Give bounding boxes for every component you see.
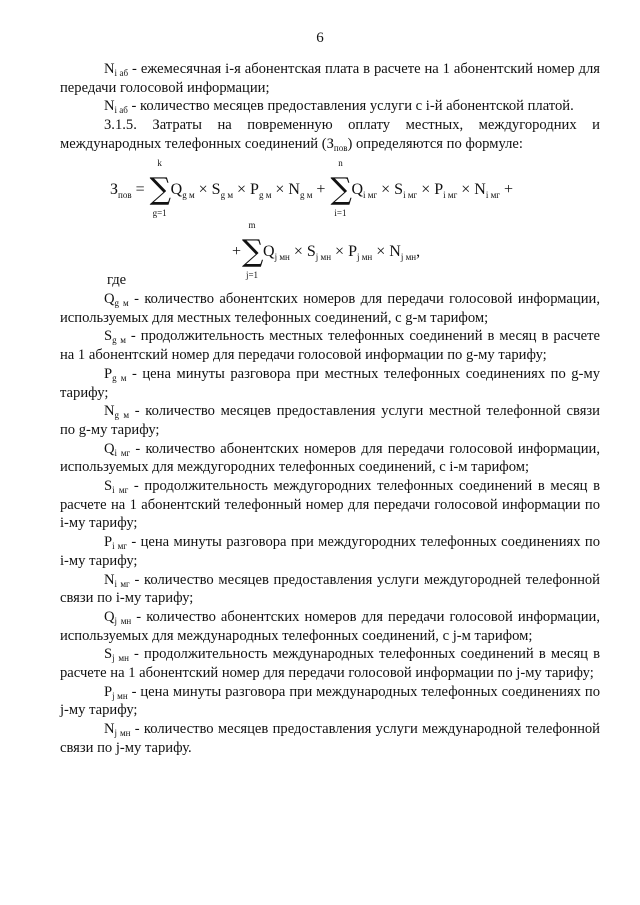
section-paragraph: 3.1.5. Затраты на повременную оплату местных, междугородних и международных телефонных соединений $(З_{пов})$ определяются по формуле: <box>60 117 600 153</box>
page-number: 6 <box>316 30 324 46</box>
definition-item: $S_{g м}$ - продолжительность местных телефонных соединений в месяц в расчете на 1 абонентский номер для передачи голосовой информации по g-му тарифу; <box>60 328 600 364</box>
intro-block <box>60 60 600 154</box>
definition-item: $P_{i мг}$ - цена минуты разговора при междугородних телефонных соединениях по i-му тарифу; <box>60 534 600 569</box>
formula-line-2: + m ∑ j=1 $Q_{j мн} \times S_{j мн} \times P_{j мн} \times N_{j мн}$, <box>232 220 421 280</box>
formula-line-1: $З_{пов}$ = k ∑ g=1 $Q_{g м} \times S_{g м} \times P_{g м} \times N_{g м}$ + n ∑ i=1 $Q_{i мг} \times S_{i мг} \times P_{i мг} \times N_{i мг}$ + <box>110 158 514 218</box>
definition-item: $S_{j мн}$ - продолжительность международных телефонных соединений в месяц в расчете на 1 абонентский номер для передачи голосовой информации по j-му тарифу; <box>60 646 601 682</box>
definition-item: $N_{j мн}$ - количество месяцев предоставления услуги международной телефонной связи по j-му тарифу. <box>60 721 600 756</box>
definition-item: $N_{i мг}$ - количество месяцев предоставления услуги междугородней телефонной связи по i-му тарифу; <box>60 571 600 607</box>
definition-item: $Q_{j мн}$ - количество абонентских номеров для передачи голосовой информации, используемых для международных телефонных соединений, с j-м тарифом; <box>60 608 600 644</box>
definition-item: $P_{j мн}$ - цена минуты разговора при международных телефонных соединениях по j-му тарифу; <box>60 683 600 719</box>
sum-symbol: k ∑ g=1 <box>149 158 172 218</box>
intro-paragraph: $N_{i аб}$ - ежемесячная i-я абонентская плата в расчете на 1 абонентский номер для передачи голосовой информации; <box>60 61 600 96</box>
where-label: где <box>107 272 127 288</box>
definitions-block <box>60 290 600 758</box>
definition-item: $Q_{i мг}$ - количество абонентских номеров для передачи голосовой информации, используемых для междугородних телефонных соединений, с i-м тарифом; <box>60 440 600 476</box>
definition-item: $P_{g м}$ - цена минуты разговора при местных телефонных соединениях по g-му тарифу; <box>60 365 600 401</box>
sum-symbol: n ∑ i=1 <box>330 158 352 218</box>
intro-paragraph: $N_{i аб}$ - количество месяцев предоставления услуги с i-й абонентской платой. <box>104 98 574 116</box>
sum-symbol: m ∑ j=1 <box>242 220 264 280</box>
definition-item: $S_{i мг}$ - продолжительность междугородних телефонных соединений в месяц в расчете на 1 абонентский телефонный номер для передачи голосовой информации по i-му тарифу; <box>60 478 601 532</box>
definition-item: $N_{g м}$ - количество месяцев предоставления услуги местной телефонной связи по g-му тарифу; <box>60 403 600 438</box>
definition-item: $Q_{g м}$ - количество абонентских номеров для передачи голосовой информации, используемых для местных телефонных соединений, с g-м тарифом; <box>60 291 600 326</box>
